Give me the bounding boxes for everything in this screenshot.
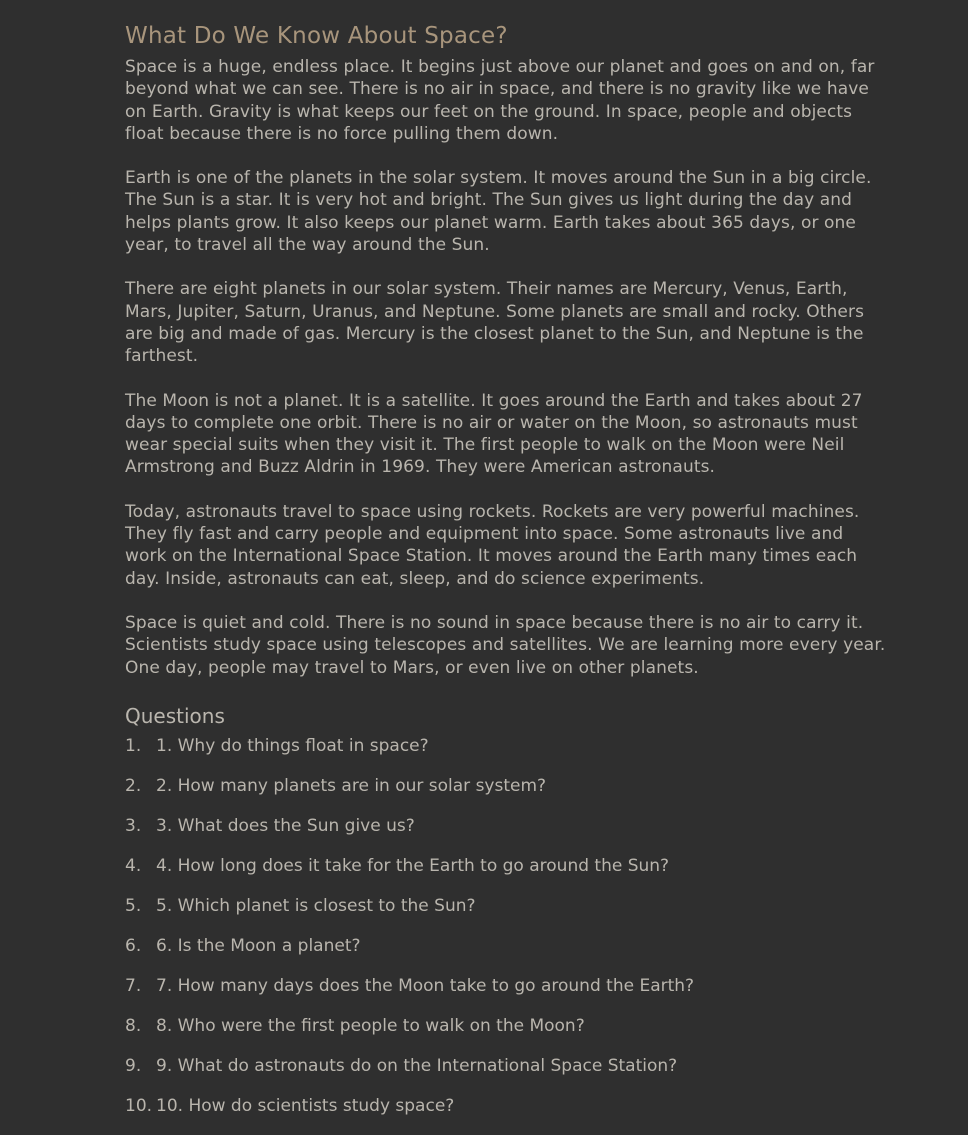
question-text: 7. How many days does the Moon take to go around the Earth?	[156, 975, 695, 996]
paragraph-future: Space is quiet and cold. There is no sound in space because there is no air to carry it. Scientists study space using telescopes and satellites. We are learning more every year. One day, people may travel to Mars, or even live on other planets.	[125, 612, 886, 678]
paragraph-planets: There are eight planets in our solar system. Their names are Mercury, Venus, Earth, Mars, Jupiter, Saturn, Uranus, and Neptune. Some planets are small and rocky. Others are big and made of gas. Mercury is the closest planet to the Sun, and Neptune is the farthest.	[125, 279, 865, 367]
paragraph-weightlessness: Space is a huge, endless place. It begins just above our planet and goes on and on, far beyond what we can see. There is no air in space, and there is no gravity like we have on Earth. Gravity is what keeps our feet on the ground. In space, people and objects float because there is no force pulling them down.	[125, 57, 875, 144]
document-page	[125, 20, 887, 1135]
question-text: 9. What do astronauts do on the International Space Station?	[156, 1055, 678, 1076]
question-text: 5. Which planet is closest to the Sun?	[156, 895, 476, 916]
question-number: 4.	[125, 855, 142, 876]
question-item	[125, 1015, 887, 1055]
paragraph-moon: The Moon is not a planet. It is a satellite. It goes around the Earth and takes about 27 days to complete one orbit. There is no air or water on the Moon, so astronauts must wear special suits when they visit it. The first people to walk on the Moon were Neil Armstrong and Buzz Aldrin in 1969. They were American astronauts.	[125, 390, 863, 478]
question-number: 8.	[125, 1015, 142, 1036]
question-item	[125, 975, 887, 1015]
question-item	[125, 1055, 887, 1095]
article-title: What Do We Know About Space?	[125, 23, 508, 49]
question-text: 8. Who were the first people to walk on the Moon?	[156, 1015, 585, 1036]
question-text: 2. How many planets are in our solar system?	[156, 775, 547, 796]
question-item	[125, 775, 887, 815]
question-item	[125, 935, 887, 975]
question-number: 1.	[125, 735, 142, 756]
question-text: 4. How long does it take for the Earth to go around the Sun?	[156, 855, 670, 876]
paragraph-earth-and-sun: Earth is one of the planets in the solar system. It moves around the Sun in a big circle. The Sun is a star. It is very hot and bright. The Sun gives us light during the day and helps plants grow. It also keeps our planet warm. Earth takes about 365 days, or one year, to travel all the way around the Sun.	[125, 168, 872, 256]
question-item	[125, 1095, 887, 1135]
question-text: 3. What does the Sun give us?	[156, 815, 415, 836]
question-number: 7.	[125, 975, 142, 996]
question-number: 3.	[125, 815, 142, 836]
question-number: 5.	[125, 895, 142, 916]
question-number: 6.	[125, 935, 142, 956]
paragraph-astronauts: Today, astronauts travel to space using rockets. Rockets are very powerful machines. They fly fast and carry people and equipment into space. Some astronauts live and work on the International Space Station. It moves around the Earth many times each day. Inside, astronauts can eat, sleep, and do science experiments.	[125, 501, 860, 589]
question-text: 10. How do scientists study space?	[156, 1095, 455, 1116]
question-item	[125, 895, 887, 935]
question-item	[125, 815, 887, 855]
question-item	[125, 855, 887, 895]
question-number: 10.	[125, 1095, 153, 1116]
questions-heading: Questions	[125, 703, 225, 728]
question-number: 2.	[125, 775, 142, 796]
question-item	[125, 735, 887, 775]
question-text: 1. Why do things float in space?	[156, 735, 429, 756]
question-number: 9.	[125, 1055, 142, 1076]
questions-list	[125, 735, 887, 1135]
question-text: 6. Is the Moon a planet?	[156, 935, 361, 956]
